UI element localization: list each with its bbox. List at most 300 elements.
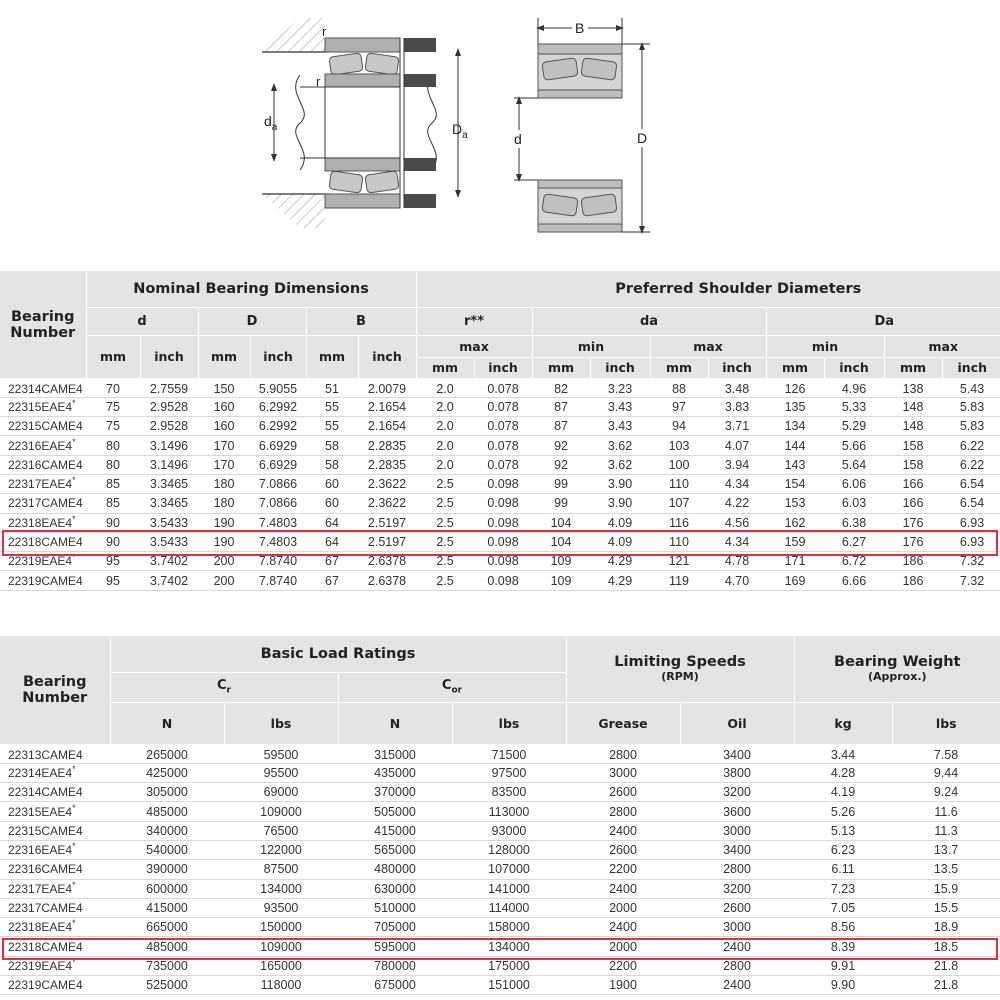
unit-header: inch: [140, 335, 198, 378]
table-row: [0, 918, 1000, 937]
cell-cr-n: 665000: [110, 918, 224, 937]
cell-B-in: 2.2835: [358, 436, 416, 455]
cell-oil: 3000: [680, 918, 794, 937]
cell-B-mm: 55: [306, 397, 358, 416]
oil-header: Oil: [680, 702, 794, 744]
cell-Damax-mm: 186: [884, 571, 942, 590]
cell-d-mm: 70: [86, 378, 140, 397]
cell-cr-lbs: 165000: [224, 956, 338, 975]
bearing-number-header: Bearing Number: [0, 636, 110, 744]
unit-header: mm: [198, 335, 250, 378]
bearing-number-cell: [0, 860, 110, 879]
bearing-number: 22319CAME4: [8, 978, 83, 993]
cell-d-in: 3.7402: [140, 552, 198, 571]
cell-B-in: 2.3622: [358, 494, 416, 513]
cell-grease: 3000: [566, 763, 680, 782]
bearing-number: 22315EAE4: [8, 399, 73, 414]
cell-Damax-mm: 166: [884, 494, 942, 513]
cell-r-mm: 2.5: [416, 474, 474, 493]
cell-cor-lbs: 158000: [452, 918, 566, 937]
footnote-mark: *: [72, 879, 76, 890]
cell-cr-n: 735000: [110, 956, 224, 975]
cell-cor-lbs: 107000: [452, 860, 566, 879]
cell-lbs: 13.7: [892, 840, 1000, 859]
cell-Damin-mm: 144: [766, 436, 824, 455]
cell-d-mm: 75: [86, 397, 140, 416]
cell-cor-n: 505000: [338, 802, 452, 821]
cell-Damin-mm: 135: [766, 397, 824, 416]
cell-Damax-in: 5.83: [942, 397, 1000, 416]
bearing-weight-title: Bearing Weight: [834, 654, 961, 671]
cell-cr-n: 540000: [110, 840, 224, 859]
cell-damax-in: 3.94: [708, 455, 766, 474]
cell-kg: 6.11: [794, 860, 892, 879]
cell-Damin-in: 6.06: [824, 474, 884, 493]
cell-d-in: 3.1496: [140, 455, 198, 474]
footnote-mark: *: [72, 956, 76, 967]
cell-cor-lbs: 83500: [452, 783, 566, 802]
cell-cr-n: 265000: [110, 744, 224, 763]
table-row: [0, 571, 1000, 590]
r-header: r**: [416, 307, 532, 335]
B-header: B: [306, 307, 416, 335]
da-header: da: [532, 307, 766, 335]
cell-cr-n: 525000: [110, 976, 224, 995]
da-min-header: min: [532, 335, 650, 357]
cell-D-mm: 170: [198, 455, 250, 474]
cell-B-in: 2.6378: [358, 571, 416, 590]
footnote-mark: *: [72, 763, 76, 774]
cor-header: $C_{or}$: [338, 672, 566, 702]
cell-D-mm: 200: [198, 552, 250, 571]
cell-B-mm: 60: [306, 474, 358, 493]
cell-d-mm: 85: [86, 474, 140, 493]
cell-Damin-mm: 169: [766, 571, 824, 590]
cell-Damin-in: 6.72: [824, 552, 884, 571]
cell-damax-in: 4.56: [708, 513, 766, 532]
cell-cr-lbs: 69000: [224, 783, 338, 802]
cell-B-in: 2.6378: [358, 552, 416, 571]
cell-D-in: 7.8740: [250, 571, 306, 590]
cell-damin-mm: 104: [532, 532, 590, 551]
cell-B-mm: 67: [306, 571, 358, 590]
cell-kg: 6.23: [794, 840, 892, 859]
cell-damin-mm: 82: [532, 378, 590, 397]
cell-Damin-mm: 134: [766, 417, 824, 436]
cell-Damin-in: 6.66: [824, 571, 884, 590]
table-row: [0, 763, 1000, 782]
cell-damin-mm: 87: [532, 417, 590, 436]
load-ratings-table: [0, 636, 1000, 995]
cell-cor-n: 630000: [338, 879, 452, 898]
table-row: [0, 821, 1000, 840]
label-d: d: [514, 131, 522, 147]
bearing-number-cell: [0, 455, 86, 474]
bearing-number: 22317EAE4: [8, 477, 73, 492]
cell-cor-n: 510000: [338, 898, 452, 917]
bearing-diagram: [0, 0, 1000, 262]
table-row: [0, 474, 1000, 493]
bearing-number-header: Bearing Number: [0, 271, 86, 378]
cell-Damax-in: 6.93: [942, 513, 1000, 532]
cell-damax-mm: 94: [650, 417, 708, 436]
bearing-number: 22313CAME4: [8, 748, 83, 763]
cell-cr-lbs: 76500: [224, 821, 338, 840]
table-row: [0, 937, 1000, 956]
limiting-speeds-header: [566, 636, 794, 702]
Da-max-header: max: [884, 335, 1000, 357]
cell-Damin-in: 5.64: [824, 455, 884, 474]
cell-d-in: 2.7559: [140, 378, 198, 397]
cell-grease: 2800: [566, 802, 680, 821]
bearing-number: 22319EAE4: [8, 958, 73, 973]
cell-r-in: 0.078: [474, 455, 532, 474]
cell-d-mm: 95: [86, 552, 140, 571]
cell-cor-lbs: 151000: [452, 976, 566, 995]
cell-Damin-in: 6.38: [824, 513, 884, 532]
cell-r-mm: 2.5: [416, 494, 474, 513]
cell-damin-mm: 99: [532, 474, 590, 493]
cell-kg: 7.23: [794, 879, 892, 898]
cell-cr-lbs: 59500: [224, 744, 338, 763]
cell-Damax-mm: 176: [884, 532, 942, 551]
housing-hatch-bottom: [262, 194, 325, 228]
table-row: [0, 976, 1000, 995]
cell-Damin-in: 6.03: [824, 494, 884, 513]
cell-D-in: 6.2992: [250, 397, 306, 416]
Da-min-header: min: [766, 335, 884, 357]
label-r-side: r: [316, 74, 321, 89]
cell-lbs: 13.5: [892, 860, 1000, 879]
cell-B-in: 2.1654: [358, 417, 416, 436]
cell-kg: 3.44: [794, 744, 892, 763]
cell-d-in: 3.5433: [140, 532, 198, 551]
cell-damax-in: 4.78: [708, 552, 766, 571]
cell-d-in: 3.5433: [140, 513, 198, 532]
cell-damin-in: 3.43: [590, 417, 650, 436]
cell-B-in: 2.5197: [358, 532, 416, 551]
cell-lbs: 18.9: [892, 918, 1000, 937]
cell-d-mm: 75: [86, 417, 140, 436]
unit-header: inch: [358, 335, 416, 378]
cell-Damin-mm: 126: [766, 378, 824, 397]
cell-d-in: 3.7402: [140, 571, 198, 590]
cell-damin-in: 3.23: [590, 378, 650, 397]
label-D: D: [637, 130, 648, 146]
bearing-number-cell: [0, 494, 86, 513]
bearing-number-cell: [0, 802, 110, 821]
cell-Damin-in: 5.29: [824, 417, 884, 436]
bearing-number: 22319EAE4: [8, 554, 73, 569]
cell-cr-lbs: 122000: [224, 840, 338, 859]
footnote-mark: *: [72, 513, 76, 524]
cell-Damin-in: 6.27: [824, 532, 884, 551]
cell-r-in: 0.098: [474, 571, 532, 590]
cell-cor-lbs: 71500: [452, 744, 566, 763]
cell-r-in: 0.098: [474, 513, 532, 532]
cell-B-mm: 55: [306, 417, 358, 436]
bearing-number-cell: [0, 571, 86, 590]
bearing-number-cell: [0, 417, 86, 436]
cell-D-mm: 200: [198, 571, 250, 590]
cell-damax-in: 4.07: [708, 436, 766, 455]
cell-r-in: 0.078: [474, 397, 532, 416]
D-header: D: [198, 307, 306, 335]
cell-lbs: 15.5: [892, 898, 1000, 917]
spacer-top: [404, 38, 436, 52]
cell-lbs: 7.58: [892, 744, 1000, 763]
cell-damax-mm: 103: [650, 436, 708, 455]
cell-lbs: 18.5: [892, 937, 1000, 956]
cell-damin-in: 3.62: [590, 436, 650, 455]
cell-D-in: 7.4803: [250, 513, 306, 532]
cell-D-mm: 180: [198, 494, 250, 513]
cell-B-mm: 64: [306, 532, 358, 551]
cell-B-in: 2.5197: [358, 513, 416, 532]
cell-r-mm: 2.0: [416, 436, 474, 455]
grease-header: Grease: [566, 702, 680, 744]
table-row: [0, 378, 1000, 397]
unit-header: mm: [884, 357, 942, 378]
cell-D-mm: 160: [198, 397, 250, 416]
table-row: [0, 744, 1000, 763]
bearing-dimension-view: [512, 18, 650, 232]
cell-damax-in: 3.48: [708, 378, 766, 397]
cell-damax-in: 4.70: [708, 571, 766, 590]
cell-grease: 1900: [566, 976, 680, 995]
cell-D-mm: 170: [198, 436, 250, 455]
bearing-number: 22316CAME4: [8, 862, 83, 877]
cell-D-mm: 160: [198, 417, 250, 436]
table-row: [0, 494, 1000, 513]
cell-r-in: 0.098: [474, 494, 532, 513]
cell-grease: 2800: [566, 744, 680, 763]
cell-D-in: 7.4803: [250, 532, 306, 551]
bearing-number-cell: [0, 783, 110, 802]
cell-cor-n: 480000: [338, 860, 452, 879]
cell-cr-lbs: 93500: [224, 898, 338, 917]
cell-damax-mm: 116: [650, 513, 708, 532]
cell-lbs: 9.24: [892, 783, 1000, 802]
cell-D-in: 6.6929: [250, 436, 306, 455]
cell-Damax-mm: 148: [884, 417, 942, 436]
cell-damax-mm: 110: [650, 532, 708, 551]
cell-damax-in: 3.83: [708, 397, 766, 416]
table-row: [0, 840, 1000, 859]
cell-oil: 2400: [680, 937, 794, 956]
dimensions-table: [0, 271, 1000, 591]
cell-lbs: 21.8: [892, 976, 1000, 995]
cell-Damin-mm: 143: [766, 455, 824, 474]
cell-grease: 2600: [566, 840, 680, 859]
footnote-mark: *: [72, 841, 76, 852]
cell-damin-mm: 92: [532, 455, 590, 474]
cell-damin-in: 3.90: [590, 474, 650, 493]
cell-D-mm: 180: [198, 474, 250, 493]
cell-r-mm: 2.5: [416, 513, 474, 532]
cell-B-mm: 58: [306, 455, 358, 474]
limiting-speeds-unit: (RPM): [661, 670, 699, 684]
cell-kg: 9.90: [794, 976, 892, 995]
cell-d-mm: 90: [86, 513, 140, 532]
bearing-number-cell: [0, 552, 86, 571]
bearing-number: 22318CAME4: [8, 939, 83, 954]
cell-damax-in: 3.71: [708, 417, 766, 436]
cell-grease: 2400: [566, 821, 680, 840]
table-row: [0, 513, 1000, 532]
cell-cr-n: 485000: [110, 937, 224, 956]
cell-kg: 5.13: [794, 821, 892, 840]
limiting-speeds-title: Limiting Speeds: [614, 654, 746, 671]
footnote-mark: *: [72, 802, 76, 813]
unit-header: lbs: [452, 702, 566, 744]
cell-damax-mm: 100: [650, 455, 708, 474]
cell-Damin-in: 4.96: [824, 378, 884, 397]
cell-damax-mm: 110: [650, 474, 708, 493]
unit-header: inch: [824, 357, 884, 378]
cell-lbs: 11.3: [892, 821, 1000, 840]
cell-damin-mm: 99: [532, 494, 590, 513]
footnote-mark: *: [72, 918, 76, 929]
bearing-number: 22317CAME4: [8, 901, 83, 916]
unit-header: inch: [708, 357, 766, 378]
label-Da: $D_a$: [452, 121, 468, 141]
cell-damin-in: 4.09: [590, 513, 650, 532]
cell-d-in: 2.9528: [140, 397, 198, 416]
cell-cr-n: 390000: [110, 860, 224, 879]
load-ratings-header: Basic Load Ratings: [110, 636, 566, 672]
table-row: [0, 802, 1000, 821]
cell-Damax-in: 5.83: [942, 417, 1000, 436]
cell-D-in: 5.9055: [250, 378, 306, 397]
unit-header: N: [110, 702, 224, 744]
cell-B-mm: 60: [306, 494, 358, 513]
cell-Damax-mm: 176: [884, 513, 942, 532]
cell-damin-mm: 109: [532, 552, 590, 571]
cell-lbs: 11.6: [892, 802, 1000, 821]
cell-grease: 2400: [566, 918, 680, 937]
cell-damax-in: 4.22: [708, 494, 766, 513]
footnote-mark: *: [72, 552, 76, 563]
cell-B-in: 2.0079: [358, 378, 416, 397]
cell-damin-in: 3.43: [590, 397, 650, 416]
cell-cor-lbs: 93000: [452, 821, 566, 840]
cell-Damax-in: 6.22: [942, 455, 1000, 474]
nominal-dimensions-header: Nominal Bearing Dimensions: [86, 271, 416, 307]
unit-header: mm: [86, 335, 140, 378]
cell-cor-n: 705000: [338, 918, 452, 937]
cell-cor-lbs: 128000: [452, 840, 566, 859]
bearing-number-cell: [0, 937, 110, 956]
table-row: [0, 455, 1000, 474]
cell-kg: 4.28: [794, 763, 892, 782]
cell-cor-lbs: 134000: [452, 937, 566, 956]
cell-d-mm: 80: [86, 455, 140, 474]
cell-damin-in: 3.62: [590, 455, 650, 474]
cell-d-in: 2.9528: [140, 417, 198, 436]
cell-Damax-mm: 138: [884, 378, 942, 397]
table-row: [0, 860, 1000, 879]
unit-header: mm: [650, 357, 708, 378]
cell-r-mm: 2.5: [416, 552, 474, 571]
cell-grease: 2000: [566, 937, 680, 956]
cell-cr-lbs: 109000: [224, 937, 338, 956]
Da-header: Da: [766, 307, 1000, 335]
cell-D-in: 7.0866: [250, 494, 306, 513]
cell-damin-mm: 92: [532, 436, 590, 455]
unit-header: mm: [532, 357, 590, 378]
mounted-bearing-view: [262, 18, 468, 228]
cell-d-mm: 95: [86, 571, 140, 590]
cell-lbs: 21.8: [892, 956, 1000, 975]
cell-Damax-mm: 148: [884, 397, 942, 416]
table-row: [0, 898, 1000, 917]
unit-header: lbs: [892, 702, 1000, 744]
cell-d-in: 3.1496: [140, 436, 198, 455]
r-max-header: max: [416, 335, 532, 357]
cell-cr-n: 600000: [110, 879, 224, 898]
bearing-number: 22319CAME4: [8, 573, 83, 588]
bearing-number: 22314EAE4: [8, 765, 73, 780]
bearing-number-cell: [0, 763, 110, 782]
table-row: [0, 956, 1000, 975]
cell-cr-n: 415000: [110, 898, 224, 917]
cell-d-mm: 80: [86, 436, 140, 455]
cell-r-mm: 2.0: [416, 378, 474, 397]
cell-cor-n: 435000: [338, 763, 452, 782]
cell-oil: 3400: [680, 744, 794, 763]
footnote-mark: *: [72, 436, 76, 447]
cell-oil: 2600: [680, 898, 794, 917]
footnote-mark: *: [72, 397, 76, 408]
unit-header: inch: [942, 357, 1000, 378]
cell-d-in: 3.3465: [140, 494, 198, 513]
unit-header: mm: [306, 335, 358, 378]
cell-cor-n: 565000: [338, 840, 452, 859]
table-row: [0, 879, 1000, 898]
bearing-number-cell: [0, 513, 86, 532]
cell-B-mm: 64: [306, 513, 358, 532]
cell-B-mm: 58: [306, 436, 358, 455]
cell-Damax-in: 5.43: [942, 378, 1000, 397]
cell-Damax-mm: 186: [884, 552, 942, 571]
unit-header: N: [338, 702, 452, 744]
bearing-number-cell: [0, 879, 110, 898]
unit-header: lbs: [224, 702, 338, 744]
cell-oil: 3200: [680, 783, 794, 802]
bearing-number-cell: [0, 744, 110, 763]
table-row: [0, 532, 1000, 551]
cell-damax-mm: 121: [650, 552, 708, 571]
cell-cor-n: 415000: [338, 821, 452, 840]
cell-damin-mm: 104: [532, 513, 590, 532]
cell-Damax-in: 6.93: [942, 532, 1000, 551]
cell-grease: 2200: [566, 860, 680, 879]
cell-d-mm: 85: [86, 494, 140, 513]
cell-Damax-in: 7.32: [942, 552, 1000, 571]
cell-d-in: 3.3465: [140, 474, 198, 493]
cell-damax-mm: 107: [650, 494, 708, 513]
bearing-number: 22316EAE4: [8, 843, 73, 858]
cell-cr-lbs: 87500: [224, 860, 338, 879]
bearing-number: 22315EAE4: [8, 804, 73, 819]
table-row: [0, 417, 1000, 436]
bearing-number-cell: [0, 898, 110, 917]
preferred-shoulder-header: Preferred Shoulder Diameters: [416, 271, 1000, 307]
cell-Damin-in: 5.66: [824, 436, 884, 455]
cell-Damax-mm: 166: [884, 474, 942, 493]
bearing-number-cell: [0, 821, 110, 840]
